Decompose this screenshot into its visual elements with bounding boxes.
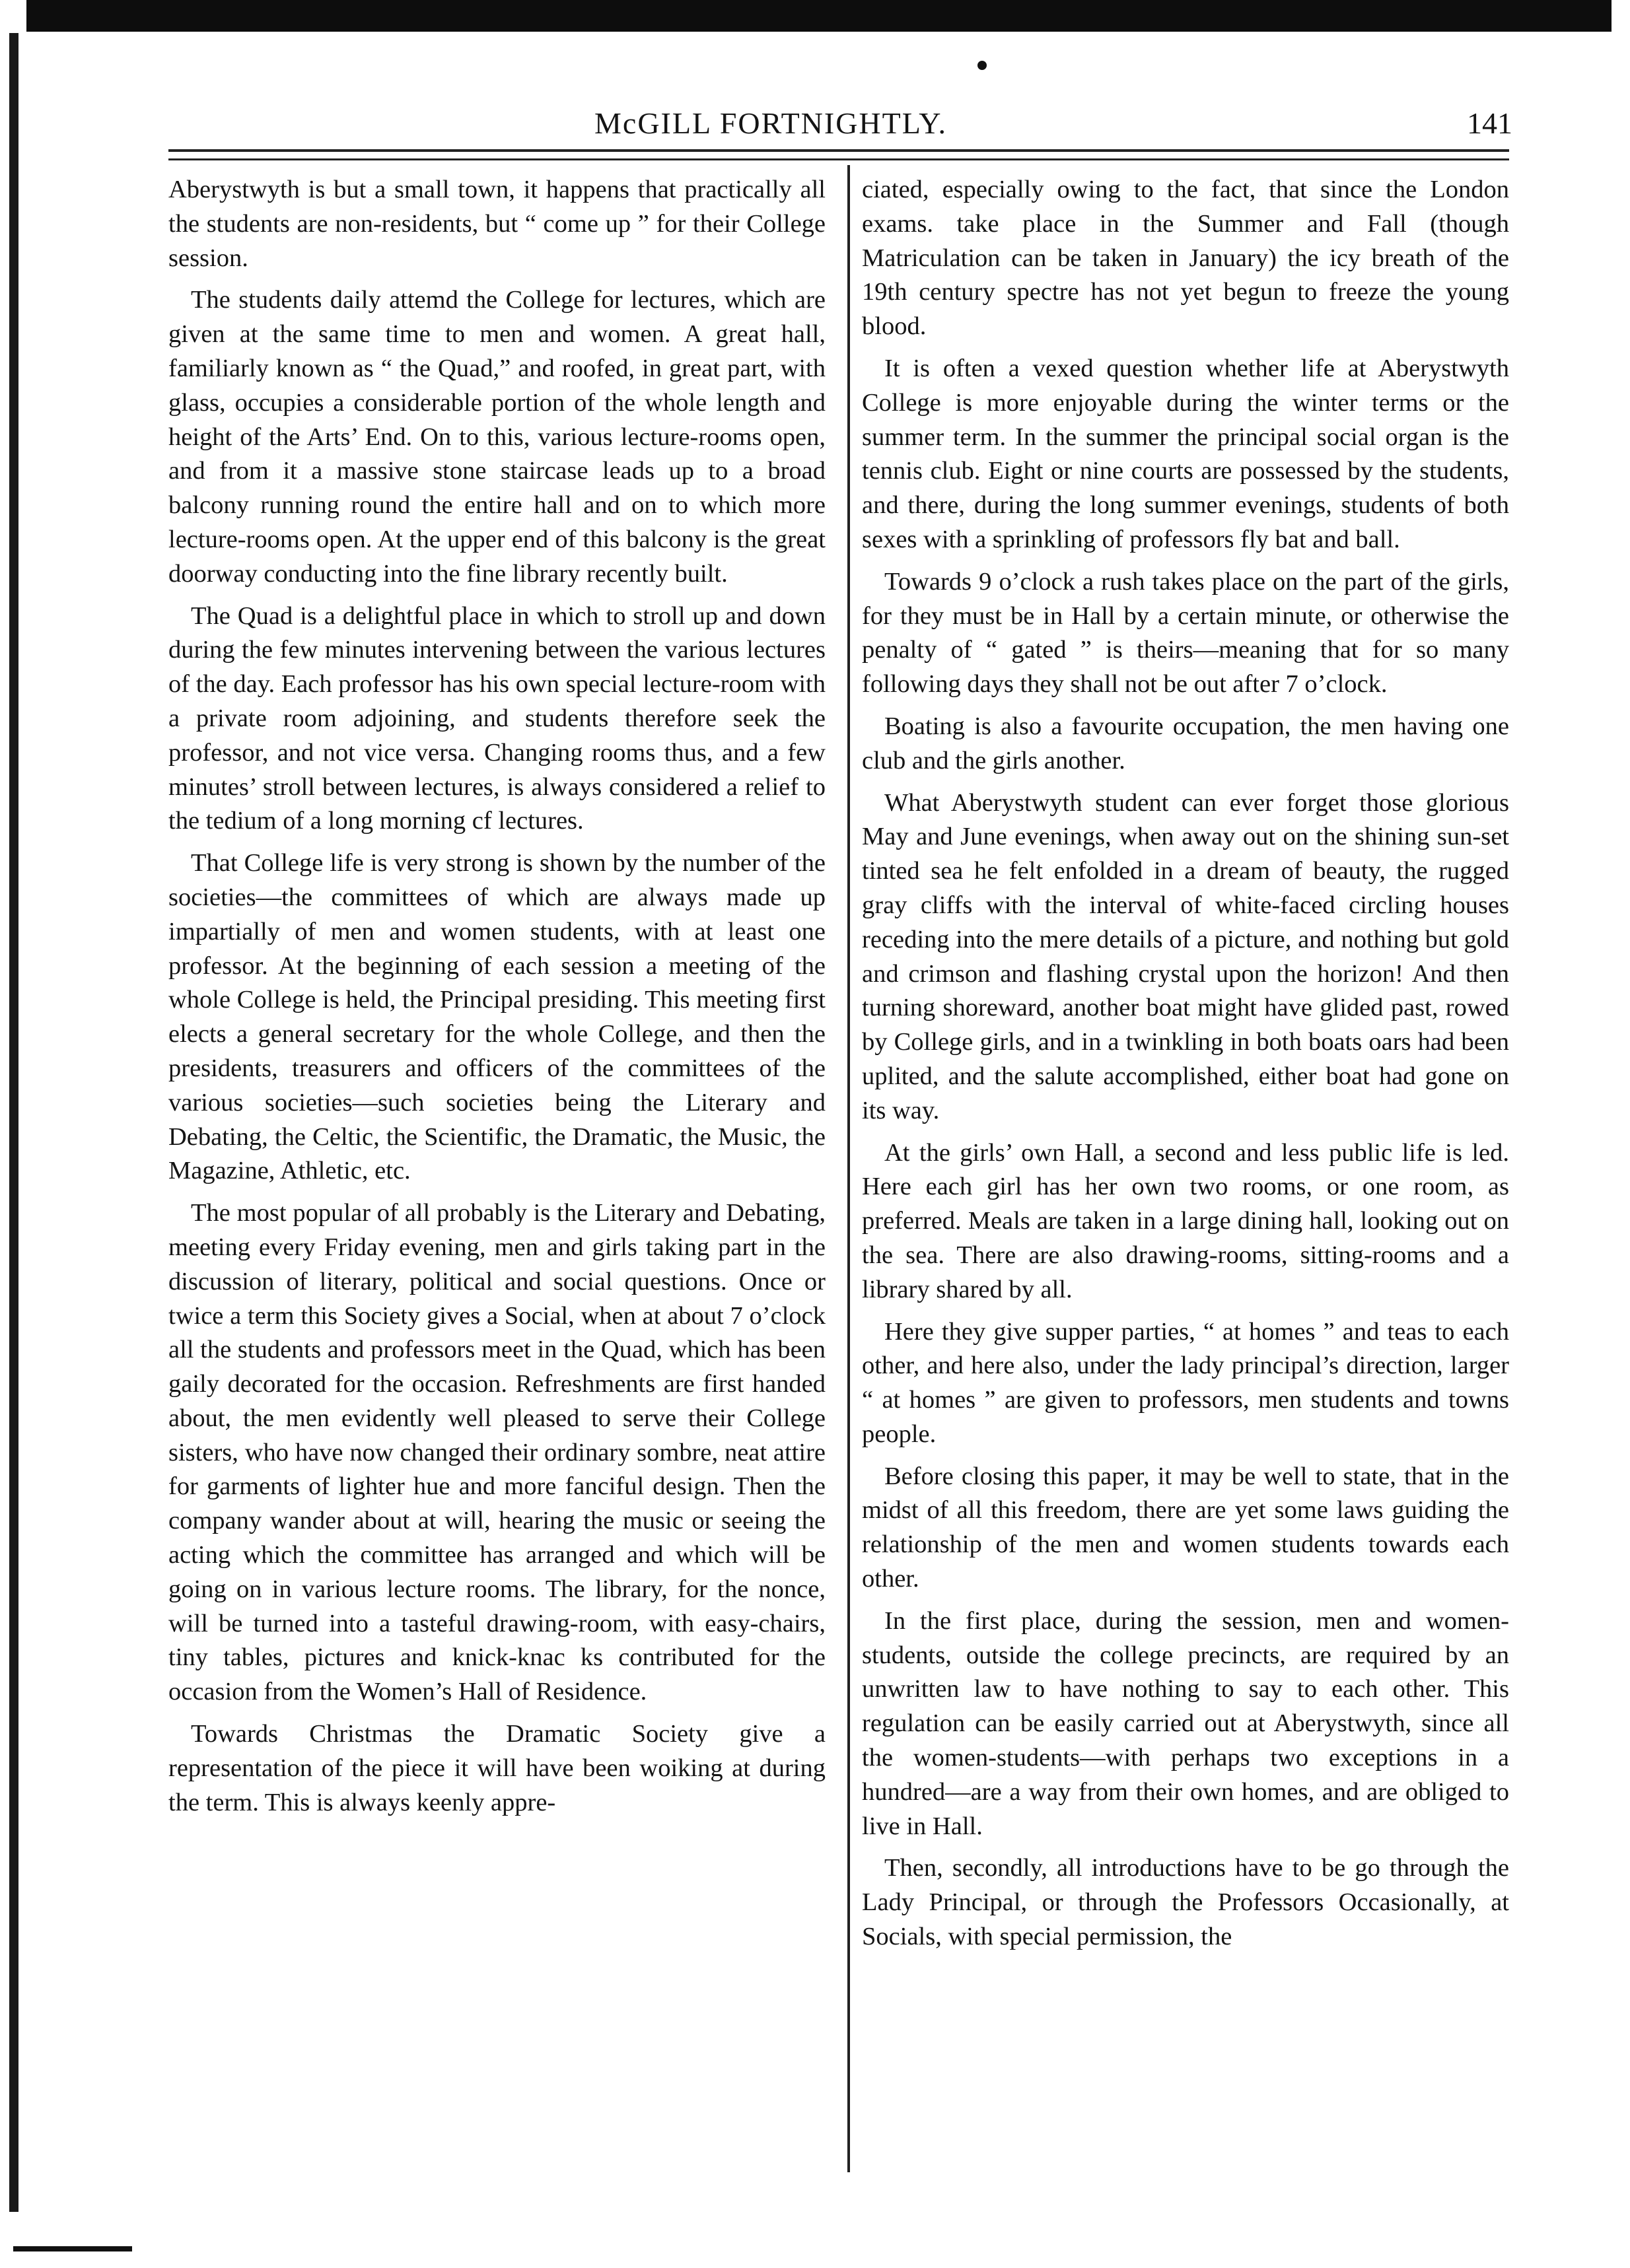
paragraph: Then, secondly, all introductions have to be go through the Lady Principal, or through the Professors Occasionally, at Socials, with special permission, the xyxy=(862,1854,1509,1951)
header-rule-bottom xyxy=(168,158,1509,160)
page-bottom-mark xyxy=(13,2246,132,2251)
paragraph: Aberystwyth is but a small town, it happens that practically all the students are non-residents, but “ come up ” for their College session. xyxy=(168,176,826,272)
paragraph: Here they give supper parties, “ at homes ” and teas to each other, and here also, under the lady principal’s direction, larger “ at homes ” are given to professors, men students and towns people. xyxy=(862,1317,1509,1448)
paragraph: Towards 9 o’clock a rush takes place on the part of the girls, for they must be in Hall by a certain minute, or otherwise the penalty of “ gated ” is theirs—meaning that for so many following days they shall not be out after 7 o’clock. xyxy=(862,567,1509,699)
page-number: 141 xyxy=(1467,106,1512,140)
running-head xyxy=(159,106,1512,145)
right-column xyxy=(862,173,1509,1962)
paragraph: The most popular of all probably is the Literary and Debating, meeting every Friday evening, men and girls taking part in the discussion of literary, political and social questions. Once or twice a term this Society gives a Social, when at about 7 o’clock all the students and professors meet in the Quad, which has been gaily decorated for the occasion. Refreshments are first handed about, the men evidently well pleased to serve their College sisters, who have now changed their ordinary sombre, neat attire for garments of lighter hue and more fanciful design. Then the company wander about at will, hearing the music or seeing the acting which the committee has arranged and which will be going on in various lecture rooms. The library, for the nonce, will be turned into a tasteful drawing-room, with easy-chairs, tiny tables, pictures and knick-knac ks contributed for the occasion from the Women’s Hall of Residence. xyxy=(168,1199,826,1706)
journal-title: McGILL FORTNIGHTLY. xyxy=(594,106,948,140)
column-divider xyxy=(847,165,850,2172)
ink-speck xyxy=(977,61,987,70)
paragraph: It is often a vexed question whether life at Aberystwyth College is more enjoyable during the winter terms or the summer term. In the summer the principal social organ is the tennis club. Eight or nine courts are possessed by the students, and there, during the long summer evenings, students of both sexes with a sprinkling of professors fly bat and ball. xyxy=(862,354,1509,553)
paragraph: The students daily attemd the College for lectures, which are given at the same time to men and women. A great hall, familiarly known as “ the Quad,” and roofed, in great part, with glass, occupies a considerable portion of the whole length and height of the Arts’ End. On to this, various lecture-rooms open, and from it a massive stone staircase leads up to a broad balcony running round the entire hall and on to which more lecture-rooms open. At the upper end of this balcony is the great doorway conducting into the fine library recently built. xyxy=(168,286,826,588)
paragraph: Boating is also a favourite occupation, the men having one club and the girls another. xyxy=(862,712,1509,774)
page-top-edge xyxy=(26,0,1612,32)
paragraph: In the first place, during the session, men and women-students, outside the college precincts, are required by an unwritten law to have nothing to say to each other. This regulation can be easily carried out at Aberystwyth, since all the women-students—with perhaps two exceptions in a hundred—are a way from their own homes, and are obliged to live in Hall. xyxy=(862,1606,1509,1840)
paragraph: Towards Christmas the Dramatic Society give a representation of the piece it will have been woiking at during the term. This is always keenly appre- xyxy=(168,1720,826,1816)
paragraph: Before closing this paper, it may be well to state, that in the midst of all this freedom, there are yet some laws guiding the relationship of the men and women students towards each other. xyxy=(862,1462,1509,1593)
left-column xyxy=(168,173,826,1828)
paragraph: The Quad is a delightful place in which to stroll up and down during the few minutes intervening between the various lectures of the day. Each professor has his own special lecture-room with a private room adjoining, and students therefore seek the professor, and not vice versa. Changing rooms thus, and a few minutes’ stroll between lectures, is always considered a relief to the tedium of a long morning cf lectures. xyxy=(168,601,826,835)
paragraph: What Aberystwyth student can ever forget those glorious May and June evenings, when away out on the shining sun-set tinted sea he felt enfolded in a dream of beauty, the rugged gray cliffs with the interval of white-faced circling houses receding into the mere details of a picture, and nothing but gold and crimson and flashing crystal upon the horizon! And then turning shoreward, another boat might have glided past, rowed by College girls, and in a twinkling in both boats oars had been uplited, and the salute accomplished, either boat had gone on its way. xyxy=(862,788,1509,1124)
paragraph: That College life is very strong is shown by the number of the societies—the committees of which are always made up impartially of men and women students, with at least one professor. At the beginning of each session a meeting of the whole College is held, the Principal presiding. This meeting first elects a general secretary for the whole College, and then the presidents, treasurers and officers of the committees of the various societies—such societies being the Literary and Debating, the Celtic, the Scientific, the Dramatic, the Music, the Magazine, Athletic, etc. xyxy=(168,849,826,1185)
page-binding-edge xyxy=(9,33,18,2212)
header-rule-top xyxy=(168,149,1509,152)
paragraph: At the girls’ own Hall, a second and less public life is led. Here each girl has her own two rooms, or one room, as preferred. Meals are taken in a large dining hall, looking out on the sea. There are also drawing-rooms, sitting-rooms and a library shared by all. xyxy=(862,1138,1509,1303)
paragraph: ciated, especially owing to the fact, that since the London exams. take place in the Summer and Fall (though Matriculation can be taken in January) the icy breath of the 19th century spectre has not yet begun to freeze the young blood. xyxy=(862,176,1509,341)
